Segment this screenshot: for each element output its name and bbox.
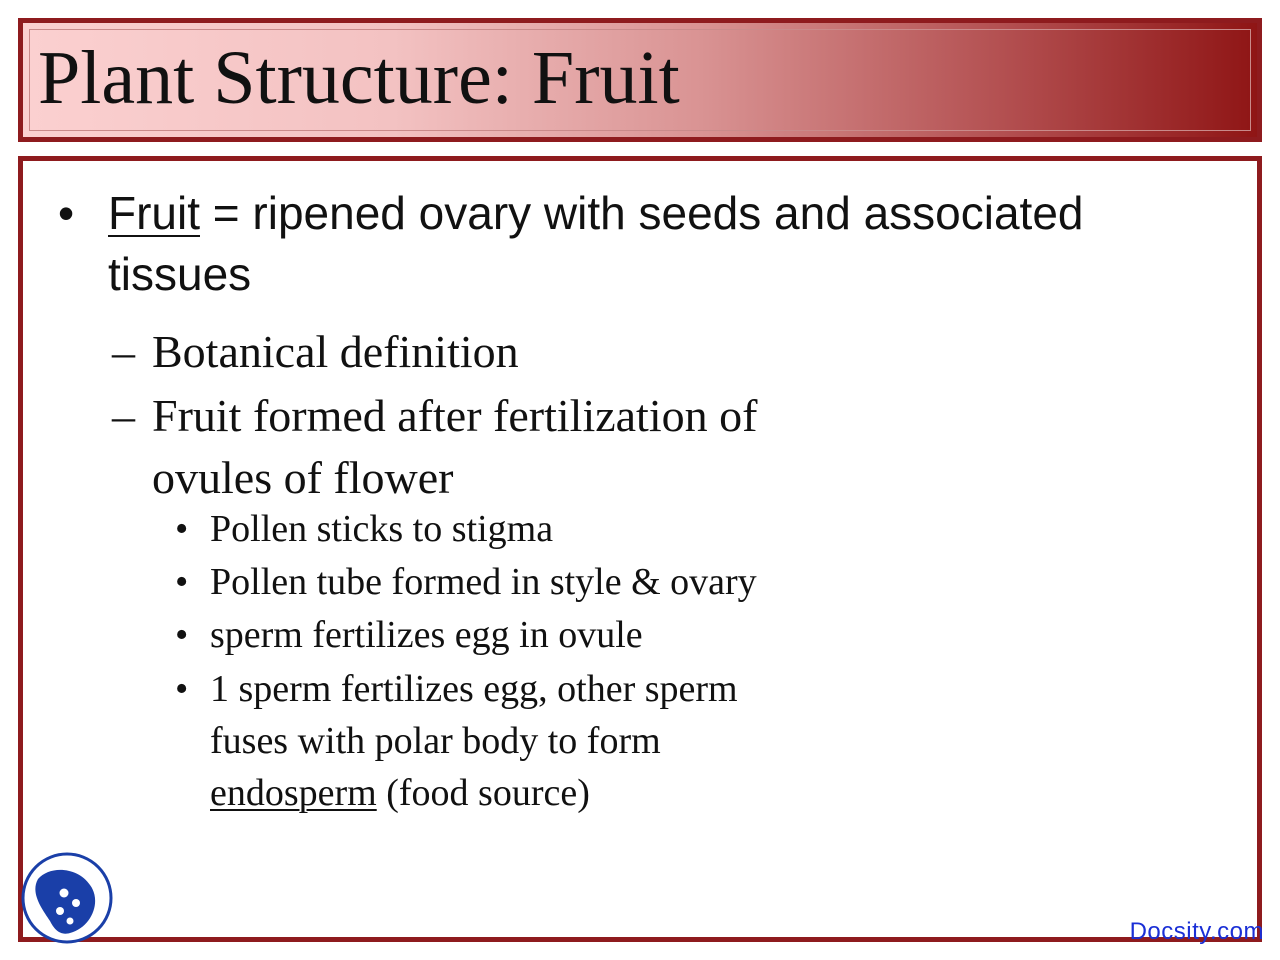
slide-title: Plant Structure: Fruit: [38, 36, 680, 120]
sub-sub-bullet-text: [175, 663, 815, 819]
bullet-marker: •: [175, 614, 189, 656]
sub-bullet-fertilization: [112, 385, 832, 509]
sub-bullet-text: Botanical definition: [152, 326, 519, 377]
sub-sub-bullet-sperm-egg: [175, 609, 855, 661]
sub-sub-bullet-pollen-tube: [175, 556, 855, 608]
endosperm-lead-text: 1 sperm fertilizes egg, other sperm fuses with polar body to form: [210, 668, 738, 762]
bullet-marker: •: [58, 187, 75, 239]
bullet-marker: •: [175, 508, 189, 550]
sub-sub-bullet-text: Pollen tube formed in style & ovary: [210, 561, 757, 603]
sub-bullet-text: Fruit formed after fertilization of ovules of flower: [152, 390, 758, 503]
sub-bullet-botanical: [112, 321, 832, 383]
sub-sub-bullet-text: sperm fertilizes egg in ovule: [210, 614, 643, 656]
dash-marker: –: [112, 326, 135, 377]
bullet-marker: •: [175, 668, 189, 710]
sub-sub-bullet-endosperm: [175, 663, 815, 819]
sub-sub-bullet-pollen-sticks: [175, 503, 855, 555]
docsity-watermark[interactable]: Docsity.com: [1129, 918, 1264, 945]
content-box: [18, 156, 1262, 942]
term-fruit: Fruit: [108, 187, 200, 239]
term-endosperm: endosperm: [210, 772, 377, 814]
bullet-text: = ripened ovary with seeds and associated tissues: [108, 187, 1084, 300]
docsity-logo-icon: [20, 851, 114, 945]
bullet-fruit-definition: [58, 183, 1228, 305]
bullet-marker: •: [175, 561, 189, 603]
endosperm-suffix: (food source): [376, 772, 590, 814]
dash-marker: –: [112, 390, 135, 441]
title-bar: [18, 18, 1262, 142]
sub-sub-bullet-text: Pollen sticks to stigma: [210, 508, 554, 550]
